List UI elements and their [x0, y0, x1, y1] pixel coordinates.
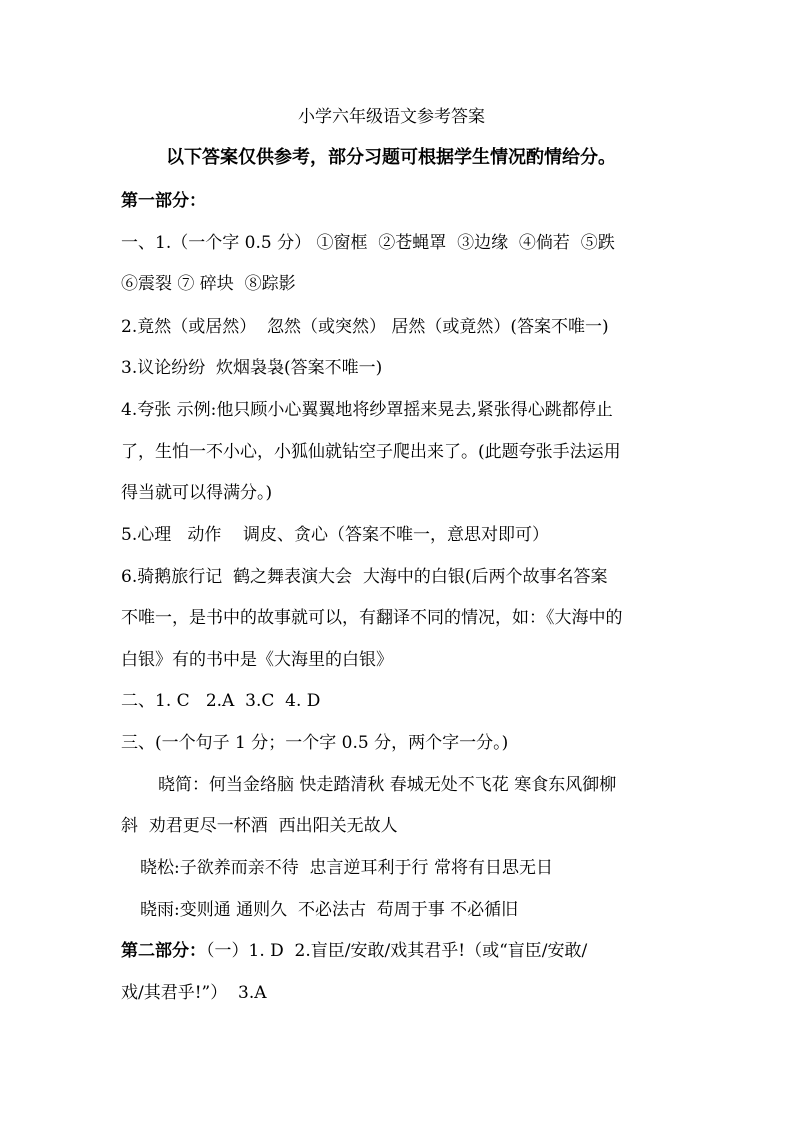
part1-heading: 第一部分： [121, 191, 206, 211]
answer-line: 一、1.（一个字 0.5 分） ①窗框 ②苍蝇罩 ③边缘 ④倘若 ⑤跌 [121, 233, 615, 253]
answer-line: 白银》有的书中是《大海里的白银》 [121, 650, 393, 670]
answer-line: 6.骑鹅旅行记 鹤之舞表演大会 大海中的白银(后两个故事名答案 [121, 567, 608, 587]
part2-answer-text: （一）1. D 2.盲臣/安敢/戏其君乎!（或“盲臣/安敢/ [206, 941, 588, 961]
answer-line: 得当就可以得满分。) [121, 483, 273, 503]
answer-line: 2.竟然（或居然） 忽然（或突然） 居然（或竟然）(答案不唯一) [121, 317, 609, 337]
answer-line: 晓雨:变则通 通则久 不必法古 苟周于事 不必循旧 [140, 900, 519, 920]
part2-heading: 第二部分： [121, 941, 206, 961]
part2-line [121, 940, 587, 962]
answer-line: 不唯一，是书中的故事就可以，有翻译不同的情况，如：《大海中的 [121, 608, 623, 628]
part2-line-2: 戏/其君乎!”） 3.A [121, 983, 267, 1003]
document-subtitle: 以下答案仅供参考，部分习题可根据学生情况酌情给分。 [166, 147, 616, 168]
answer-line: 二、1. C 2.A 3.C 4. D [121, 691, 321, 711]
answer-line: 了，生怕一不小心，小狐仙就钻空子爬出来了。(此题夸张手法运用 [121, 442, 621, 462]
answer-line: ⑥震裂 ⑦ 碎块 ⑧踪影 [121, 274, 296, 294]
answer-line: 3.议论纷纷 炊烟袅袅(答案不唯一) [121, 358, 383, 378]
answer-line: 晓松:子欲养而亲不待 忠言逆耳利于行 常将有日思无日 [140, 858, 553, 878]
answer-line: 4.夸张 示例:他只顾小心翼翼地将纱罩摇来晃去,紧张得心跳都停止 [121, 400, 613, 420]
answer-line: 晓简：何当金络脑 快走踏清秋 春城无处不飞花 寒食东风御柳 [158, 775, 617, 795]
answer-line: 5.心理 动作 调皮、贪心（答案不唯一，意思对即可） [121, 525, 550, 545]
answer-line: 斜 劝君更尽一杯酒 西出阳关无故人 [121, 816, 398, 836]
document-title: 小学六年级语文参考答案 [298, 107, 485, 127]
answer-line: 三、(一个句子 1 分；一个字 0.5 分，两个字一分。) [121, 733, 509, 753]
